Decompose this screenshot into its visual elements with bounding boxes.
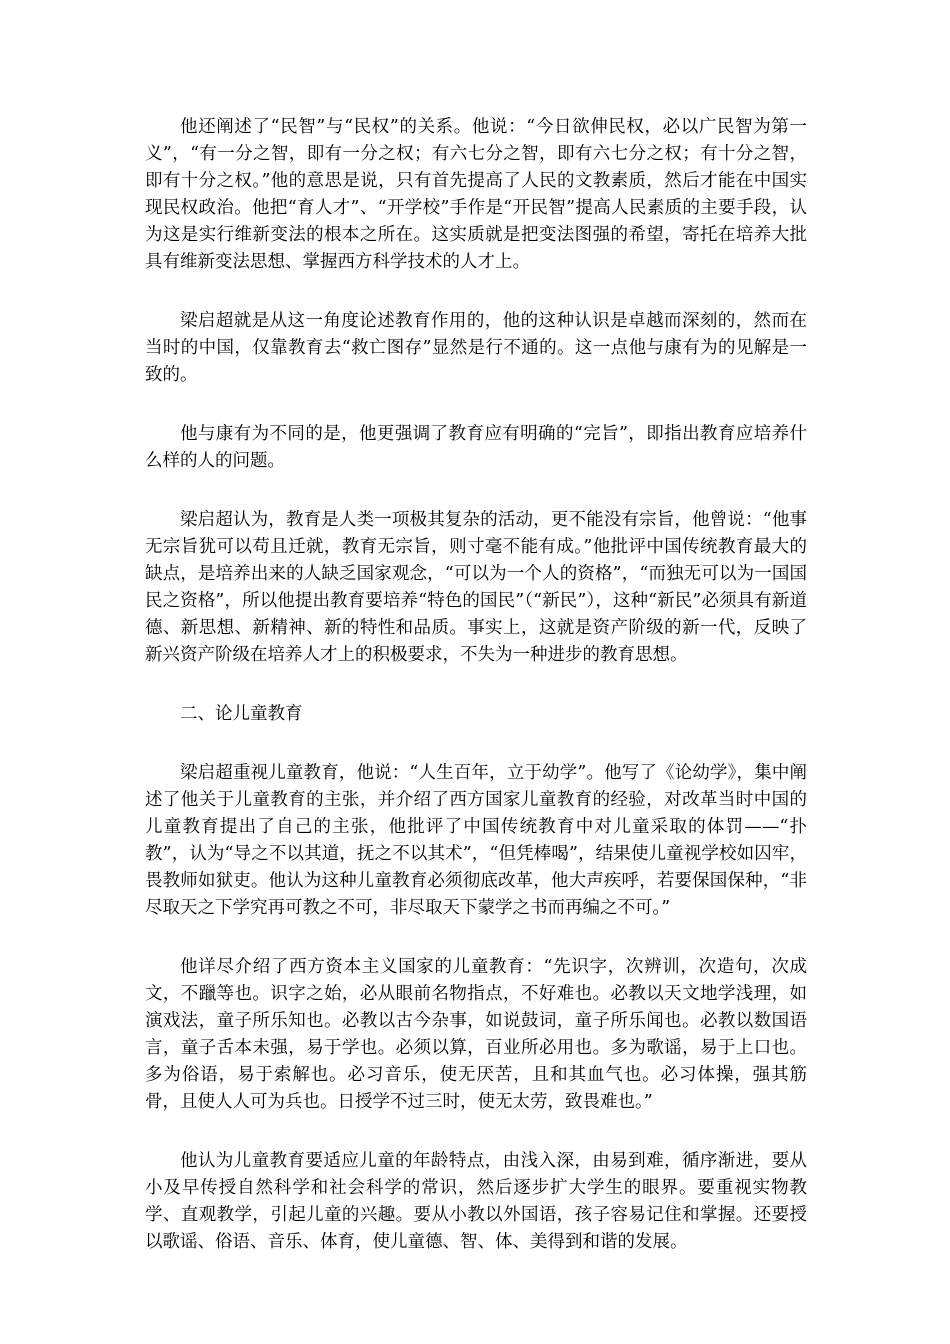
paragraph-education-role: 梁启超就是从这一角度论述教育作用的，他的这种认识是卓越而深刻的，然而在当时的中国，仅靠教育去“救亡图存”显然是行不通的。这一点他与康有为的见解是一致的。 xyxy=(145,311,807,385)
document-page xyxy=(145,114,807,1288)
paragraph-education-aim: 他与康有为不同的是，他更强调了教育应有明确的“完旨”，即指出教育应培养什么样的人的问题。 xyxy=(145,424,807,471)
section-heading: 二、论儿童教育 xyxy=(180,704,303,724)
paragraph-child-development: 他认为儿童教育要适应儿童的年龄特点，由浅入深，由易到难，循序渐进，要从小及早传授自然科学和社会科学的常识，然后逐步扩大学生的眼界。要重视实物教学、直观教学，引起儿童的兴趣。要从小教以外国语，孩子容易记住和掌握。还要授以歌谣、俗语、音乐、体育，使儿童德、智、体、美得到和谐的发展。 xyxy=(145,1151,807,1252)
paragraph-western-education: 他详尽介绍了西方资本主义国家的儿童教育：“先识字，次辨训，次造句，次成文，不躐等也。识字之始，必从眼前名物指点，不好难也。必教以天文地学浅理，如演戏法，童子所乐知也。必教以古今杂事，如说鼓词，童子所乐闻也。必教以数国语言，童子舌本未强，易于学也。必须以算，百业所必用也。多为歌谣，易于上口也。多为俗语，易于索解也。必习音乐，使无厌苦，且和其血气也。必习体操，强其筋骨，且使人人可为兵也。日授学不过三时，使无太劳，致畏难也。” xyxy=(145,957,807,1112)
paragraph-new-citizen: 梁启超认为，教育是人类一项极其复杂的活动，更不能没有宗旨，他曾说：“他事无宗旨犹可以苟且迁就，教育无宗旨，则寸毫不能有成。”他批评中国传统教育最大的缺点，是培养出来的人缺乏国家观念，“可以为一个人的资格”，“而独无可以为一国国民之资格”，所以他提出教育要培养“特色的国民”（“新民”），这种“新民”必须具有新道德、新思想、新精神、新的特性和品质。事实上，这就是资产阶级的新一代，反映了新兴资产阶级在培养人才上的积极要求，不失为一种进步的教育思想。 xyxy=(145,510,807,665)
paragraph-minzhi-minquan: 他还阐述了“民智”与“民权”的关系。他说：“今日欲伸民权，必以广民智为第一义”，“有一分之智，即有一分之权；有六七分之智，即有六七分之权；有十分之智，即有十分之权。”他的意思是说，只有首先提高了人民的文教素质，然后才能在中国实现民权政治。他把“育人才”、“开学校”手作是“开民智”提高人民素质的主要手段，认为这是实行维新变法的根本之所在。这实质就是把变法图强的希望，寄托在培养大批具有维新变法思想、掌握西方科学技术的人才上。 xyxy=(145,117,807,272)
paragraph-children-education: 梁启超重视儿童教育，他说：“人生百年，立于幼学”。他写了《论幼学》，集中阐述了他关于儿童教育的主张，并介绍了西方国家儿童教育的经验，对改革当时中国的儿童教育提出了自己的主张，他批评了中国传统教育中对儿童采取的体罚——“扑教”，认为“导之不以其道，抚之不以其术”，“但凭棒喝”，结果使儿童视学校如囚牢，畏教师如狱吏。他认为这种儿童教育必须彻底改革，他大声疾呼，若要保国保种，“非尽取天之下学究再可教之不可，非尽取天下蒙学之书而再编之不可。” xyxy=(145,763,807,918)
